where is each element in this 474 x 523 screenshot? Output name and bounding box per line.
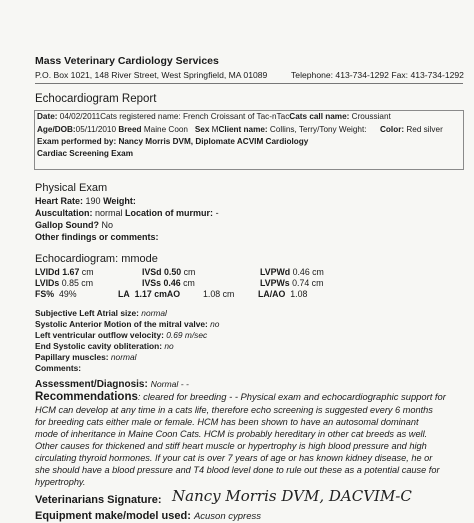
ivsd-label: IVSd (142, 267, 162, 277)
gallop-label: Gallop Sound? (35, 220, 99, 230)
recommendations-row (35, 391, 446, 403)
info-line-2 (37, 125, 367, 134)
assessment-value: Normal - - (150, 379, 189, 389)
mmode-title: Echocardiogram: mmode (35, 253, 158, 265)
physical-exam-title: Physical Exam (35, 182, 108, 194)
heart-rate-label: Heart Rate: (35, 196, 84, 206)
papillary-row (35, 352, 137, 362)
sam-row (35, 319, 219, 329)
sex-value: M (211, 125, 219, 134)
lvids-value: 0.85 cm (61, 278, 94, 288)
esco-value: no (164, 341, 174, 351)
laao-value: 1.08 (290, 289, 308, 299)
color-label: Color: (380, 125, 405, 134)
ao-label: AO (166, 289, 181, 299)
recommendations-line-6: circulating thyroid hormones. If your cat is over 7 years of age or has known kidney disease, he or (35, 453, 433, 463)
sam-value: no (210, 319, 220, 329)
call-name-value: Croussiant (351, 112, 391, 121)
murmur-label: Location of murmur: (125, 208, 214, 218)
org-name: Mass Veterinary Cardiology Services (35, 55, 219, 67)
la-value: 1.17 cm (134, 289, 167, 299)
age-label: Age/DOB: (37, 125, 76, 134)
client-label: Client name: (218, 125, 268, 134)
auscultation-label: Auscultation: (35, 208, 93, 218)
lvot-row (35, 330, 207, 340)
sex-label: Sex (194, 125, 210, 134)
murmur-value: - (215, 208, 219, 218)
esco-label: End Systolic cavity obliteration: (35, 341, 163, 351)
fs-value: 49% (58, 289, 77, 299)
lvidd-label: LVIDd (35, 267, 60, 277)
org-address: P.O. Box 1021, 148 River Street, West Springfield, MA 01089 (35, 70, 268, 80)
ivsd-unit: cm (183, 267, 196, 277)
call-name-label: Cats call name: (289, 112, 350, 121)
left-atrial-value: normal (141, 308, 167, 318)
date-label: Date: (37, 112, 58, 121)
color-field (380, 125, 443, 134)
handwritten-signature: Nancy Morris DVM, DACVIM-C (172, 487, 412, 505)
ao-value: 1.08 cm (203, 289, 235, 299)
laao-label: LA/AO (258, 289, 286, 299)
lvidd-value: 1.67 (62, 267, 80, 277)
heart-rate-row (35, 196, 136, 206)
mmode-row-3 (35, 289, 77, 299)
age-value: 05/11/2010 (75, 125, 117, 134)
color-value: Red silver (406, 125, 443, 134)
lvpwd-value: 0.46 cm (292, 267, 324, 277)
auscultation-row (35, 208, 219, 218)
comments-label: Comments: (35, 363, 82, 373)
org-phone: Telephone: 413-734-1292 Fax: 413-734-1292 (291, 70, 464, 80)
ivss-field (142, 278, 195, 288)
lvids-label: LVIDs (35, 278, 60, 288)
exam-performed-by: Exam performed by: Nancy Morris DVM, Diplomate ACVIM Cardiology (37, 137, 309, 146)
heart-rate-value: 190 (85, 196, 101, 206)
papillary-value: normal (110, 352, 137, 362)
equipment-label: Equipment make/model used: (35, 510, 191, 522)
papillary-label: Papillary muscles: (35, 352, 109, 362)
recommendations-line-3: for breeding cats either male or female. HCM has been shown to have an autosomal dominant (35, 417, 419, 427)
la-label: LA (118, 289, 130, 299)
ivss-unit: cm (183, 278, 195, 288)
mmode-row-2 (35, 278, 93, 288)
sam-label: Systolic Anterior Motion of the mitral valve: (35, 319, 208, 329)
recommendations-label: Recommendations (35, 391, 138, 403)
equipment-row (35, 510, 261, 522)
auscultation-value: normal (95, 208, 123, 218)
lvpwd-field (260, 267, 324, 277)
report-title: Echocardiogram Report (35, 93, 157, 105)
header-divider (35, 83, 463, 84)
recommendations-line-2: HCM can develop at any time in a cats life, therefore echo screening is suggested every 6 months (35, 405, 433, 415)
equipment-value: Acuson cypress (193, 511, 261, 522)
recommendations-line-1: : cleared for breeding - - Physical exam and echocardiographic support for (137, 391, 446, 402)
ivss-label: IVSs (142, 278, 162, 288)
breed-label: Breed (118, 125, 142, 134)
recommendations-line-5: Other causes for thickened and stiff heart muscle or hypertrophy is high blood pressure and high (35, 441, 427, 451)
esco-row (35, 341, 174, 351)
fs-label: FS% (35, 289, 55, 299)
info-line-1 (37, 112, 391, 121)
lvidd-unit: cm (81, 267, 94, 277)
recommendations-line-4: mode of inheritance in Maine Coon Cats. HCM is probably hereditary in other cat breeds as well. (35, 429, 428, 439)
lvpws-field (260, 278, 323, 288)
ivsd-field (142, 267, 195, 277)
gallop-value: No (101, 220, 114, 230)
la-field (118, 289, 180, 299)
client-value: Collins, Terry/Tony Weight: (269, 125, 367, 134)
lvpwd-label: LVPWd (260, 267, 291, 277)
exam-type: Cardiac Screening Exam (37, 149, 134, 158)
signature-label: Veterinarians Signature: (35, 494, 162, 506)
date-and-registered-name: 04/02/2011Cats registered name: French Croissant of Tac-nTac (59, 112, 290, 121)
mmode-row-1 (35, 267, 94, 277)
laao-field (258, 289, 307, 299)
recommendations-line-7: she should have a blood pressure and T4 blood level done to rule out these as a potential cause for (35, 465, 440, 475)
lvpws-value: 0.74 cm (292, 278, 324, 288)
weight-label: Weight: (103, 196, 136, 206)
assessment-row (35, 379, 189, 390)
left-atrial-label: Subjective Left Atrial size: (35, 308, 139, 318)
breed-value: Maine Coon (143, 125, 188, 134)
left-atrial-row (35, 308, 167, 318)
recommendations-line-8: hypertrophy. (35, 477, 86, 487)
lvot-label: Left ventricular outflow velocity: (35, 330, 164, 340)
ivss-value: 0.46 (163, 278, 181, 288)
other-findings-label: Other findings or comments: (35, 232, 159, 242)
lvot-value: 0.69 m/sec (166, 330, 208, 340)
gallop-row (35, 220, 113, 230)
ivsd-value: 0.50 (164, 267, 182, 277)
assessment-label: Assessment/Diagnosis: (35, 379, 148, 390)
lvpws-label: LVPWs (260, 278, 290, 288)
